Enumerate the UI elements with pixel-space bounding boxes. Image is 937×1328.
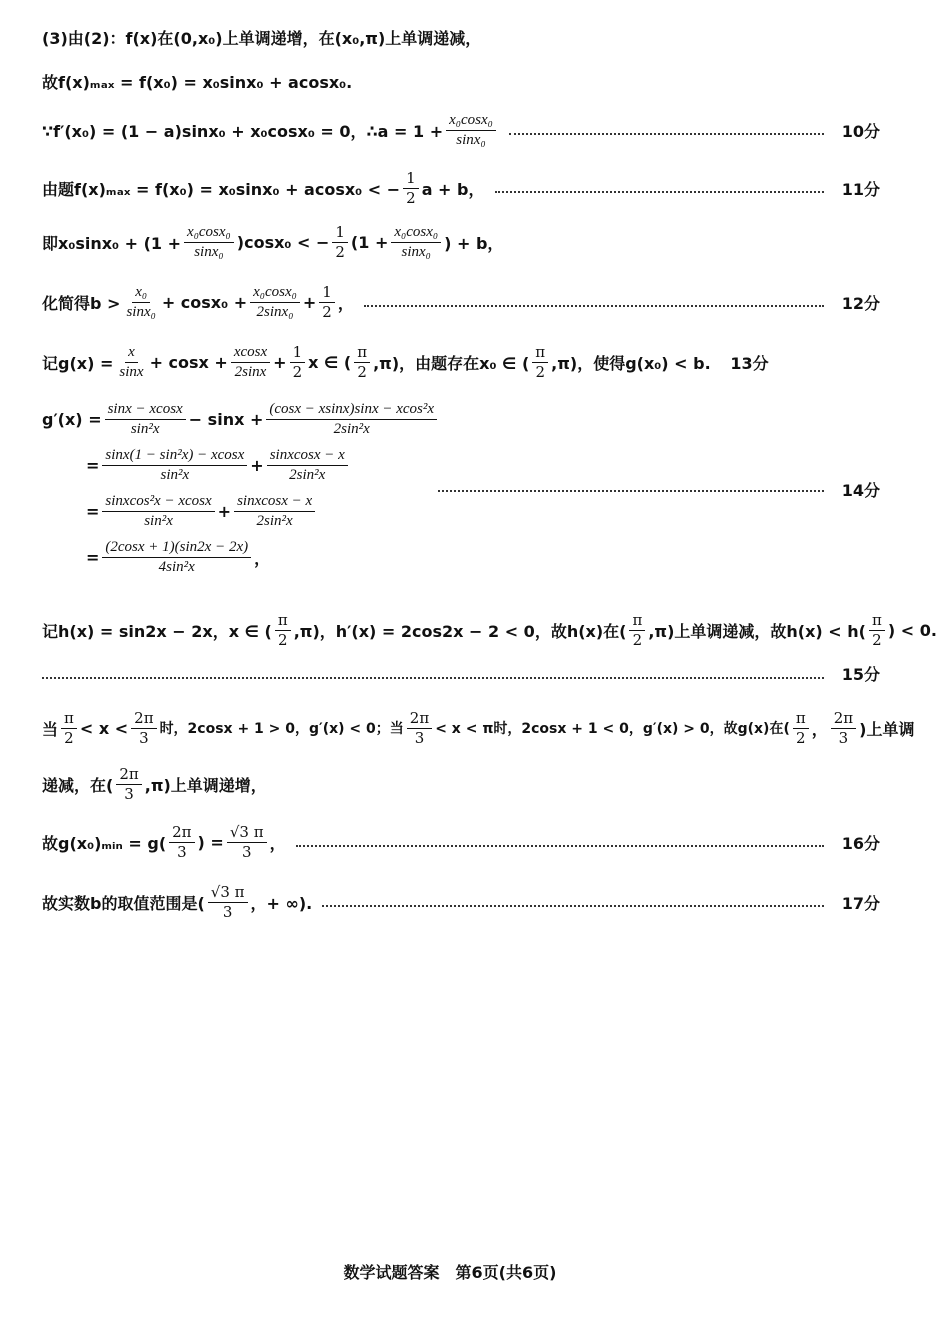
line-score-15 [42, 662, 880, 685]
derivative-block: g′(x) = $\frac{\sin x - xcosx}{\text{sin²x}}$ − sinx + $\frac{\text{(cosx − xsinx)sinx − xcos²x}}{\text{2sin²x}}$ = $\frac{\text{sinx(1 − sin²x) − xcosx}}{\text{sin²x}}$ + $\frac{\text{sinxcosx − x}}{\text{2sin²x}}$ = $\frac{\text{sinxcos²x − xcosx}}{\text{sin²x}}$ + $\frac{\text{sinxcosx − x}}{\text{2sin²x}}$ 14分 = $\frac{(2\cos x + 1)(\sin 2x - 2x)}{\text{4sin²x}}$ ， [42, 401, 880, 575]
line-cases: 当 $\frac{\pi}{2}$ < x < $\frac{2\pi}{3}$ 时，2cosx + 1 > 0，g′(x) < 0；当 $\frac{2\pi}{3}$ < x < π时，2cosx + 1 < 0，g′(x) > 0，故g(x)在( $\frac{\pi}{2}$ ， $\frac{2\pi}{3}$ )上单调 [42, 709, 915, 747]
score-17: 17分 [841, 893, 880, 913]
line-define-g: 记g(x) = $\frac{x}{\sin x}$ + cosx + $\frac{xcosx}{2\sin x}$ + $\frac{1}{2}$ x ∈ ( $\frac{\pi}{2}$ ,π)，由题存在x₀ ∈ ( $\frac{\pi}{2}$ ,π)，使得g(x₀) < b. 13分 [42, 343, 769, 381]
text-max: 故f(x)ₘₐₓ = f(x₀) = x₀sinx₀ + acosx₀. [42, 73, 353, 92]
score-10: 10分 [841, 121, 880, 141]
dot-leader [509, 133, 824, 135]
line-condition: 由题f(x)ₘₐₓ = f(x₀) = x₀sinx₀ + acosx₀ < − $\frac{1}{2}$ a + b， 11分 [42, 169, 880, 207]
score-14: 14分 [841, 480, 880, 500]
line-simplify: 化简得b > $\frac{\text{x₀}}{\text{sinx₀}}$ + cosx₀ + $\frac{\text{x₀cosx₀}}{\text{2sinx₀}}$ + $\frac{1}{2}$ ， 12分 [42, 283, 880, 321]
score-12: 12分 [841, 293, 880, 313]
score-11: 11分 [841, 179, 880, 199]
line-increase: 递减，在( $\frac{2\pi}{3}$ ,π)上单调递增， [42, 765, 267, 803]
score-15: 15分 [841, 665, 880, 684]
line-define-h: 记h(x) = sin2x − 2x，x ∈ ( $\frac{\pi}{2}$ ,π)，h′(x) = 2cos2x − 2 < 0，故h(x)在( $\frac{\pi}{2}$ ,π)上单调递减，故h(x) < h( $\frac{\pi}{2}$ ) < 0. [42, 611, 937, 649]
text-monotonic: (3)由(2)：f(x)在(0,x₀)上单调递增，在(x₀,π)上单调递减， [42, 29, 482, 48]
line-substitute: 即x₀sinx₀ + (1 + $\frac{\text{x₀cosx₀}}{\text{sinx₀}}$ )cosx₀ < − $\frac{1}{2}$ (1 + $\frac{\text{x₀cosx₀}}{\text{sinx₀}}$ ) + b， [42, 223, 504, 261]
line-max [42, 70, 880, 93]
line-min: 故g(x₀)ₘᵢₙ = g( $\frac{2\pi}{3}$ ) = $\frac{√3 \pi}{3}$ ， 16分 [42, 823, 880, 861]
page-footer: 数学试题答案 第6页(共6页) [343, 1263, 557, 1282]
line-range: 故实数b的取值范围是( $\frac{√3 \pi}{3}$ ，+ ∞). 17分 [42, 883, 880, 921]
fraction-a: $\frac{\text{x₀cosx₀}}{\text{sinx₀}}$ [446, 112, 496, 148]
score-13: 13分 [730, 353, 769, 373]
line-monotonic [42, 26, 880, 49]
line-derivative [42, 112, 880, 148]
text-derivative: ∵f′(x₀) = (1 − a)sinx₀ + x₀cosx₀ = 0，∴a = 1 + [42, 121, 444, 141]
score-16: 16分 [841, 833, 880, 853]
